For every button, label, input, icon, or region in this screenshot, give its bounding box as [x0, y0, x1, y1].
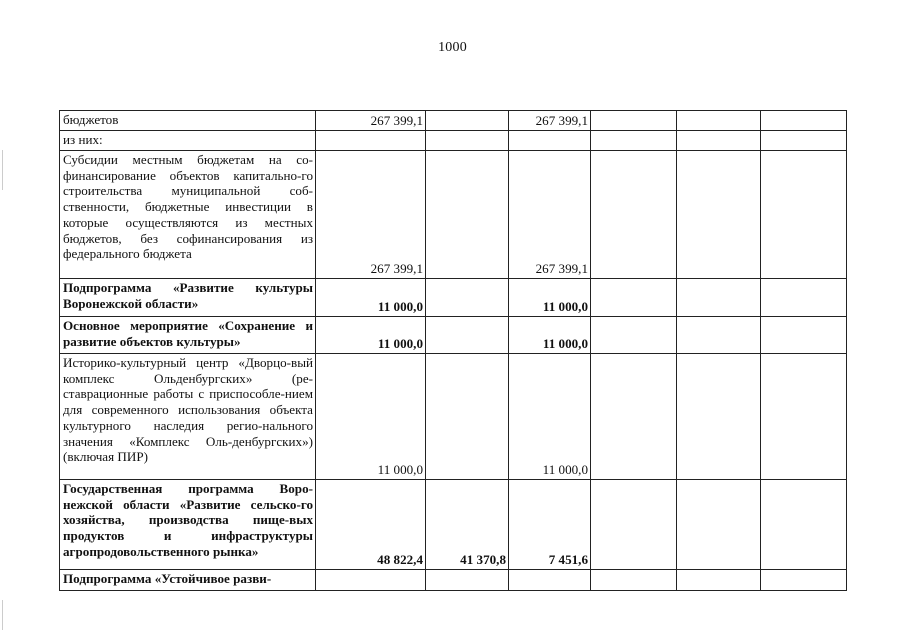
- cell-federal: [426, 131, 509, 151]
- cell-federal: [426, 354, 509, 480]
- cell-col5: [591, 354, 677, 480]
- table-row: [60, 111, 847, 131]
- cell-total: 267 399,1: [316, 111, 426, 131]
- cell-regional: 7 451,6: [509, 480, 591, 570]
- cell-regional: 11 000,0: [509, 354, 591, 480]
- cell-col5: [591, 111, 677, 131]
- cell-col5: [591, 279, 677, 317]
- cell-total: [316, 570, 426, 591]
- budget-table: [59, 110, 847, 591]
- cell-total: 11 000,0: [316, 279, 426, 317]
- cell-col5: [591, 570, 677, 591]
- cell-col5: [591, 317, 677, 354]
- row-name: Историко-культурный центр «Дворцо-вый комплекс Ольденбургских» (ре-ставрационные работы с приспособле-нием для современного использования объекта культурного наследия регио-нального значения «Комплекс Оль-денбургских») (включая ПИР): [60, 354, 316, 480]
- cell-regional: 11 000,0: [509, 317, 591, 354]
- cell-federal: [426, 151, 509, 279]
- page-number: 1000: [438, 40, 467, 55]
- table-row: [60, 131, 847, 151]
- cell-regional: 267 399,1: [509, 151, 591, 279]
- cell-col6: [677, 354, 761, 480]
- cell-col6: [677, 131, 761, 151]
- row-name: Субсидии местным бюджетам на со-финансирование объектов капитально-го строительства муниципальной соб-ственности, бюджетные инвестиции в которые осуществляются из местных бюджетов, без софинансирования из федерального бюджета: [60, 151, 316, 279]
- cell-col7: [761, 131, 847, 151]
- cell-col6: [677, 279, 761, 317]
- cell-regional: [509, 570, 591, 591]
- scan-edge-mark: [2, 150, 3, 190]
- row-name: Подпрограмма «Устойчивое разви-: [60, 570, 316, 591]
- cell-federal: [426, 111, 509, 131]
- table-row: [60, 279, 847, 317]
- table-row: [60, 480, 847, 570]
- row-name: из них:: [60, 131, 316, 151]
- cell-regional: [509, 131, 591, 151]
- scan-edge-mark: [2, 600, 3, 630]
- cell-col6: [677, 570, 761, 591]
- cell-federal: [426, 279, 509, 317]
- cell-col7: [761, 570, 847, 591]
- cell-col7: [761, 111, 847, 131]
- cell-federal: 41 370,8: [426, 480, 509, 570]
- cell-col7: [761, 480, 847, 570]
- cell-col6: [677, 151, 761, 279]
- cell-regional: 11 000,0: [509, 279, 591, 317]
- table-row: [60, 354, 847, 480]
- table-row: [60, 570, 847, 591]
- cell-total: 48 822,4: [316, 480, 426, 570]
- cell-total: 267 399,1: [316, 151, 426, 279]
- cell-federal: [426, 317, 509, 354]
- cell-col6: [677, 317, 761, 354]
- row-name: Основное мероприятие «Сохранение и развитие объектов культуры»: [60, 317, 316, 354]
- cell-total: 11 000,0: [316, 354, 426, 480]
- cell-col6: [677, 111, 761, 131]
- cell-col7: [761, 317, 847, 354]
- table-row: [60, 151, 847, 279]
- row-name: Подпрограмма «Развитие культуры Воронежской области»: [60, 279, 316, 317]
- row-name: бюджетов: [60, 111, 316, 131]
- cell-col5: [591, 151, 677, 279]
- cell-total: [316, 131, 426, 151]
- row-name: Государственная программа Воро-нежской области «Развитие сельско-го хозяйства, производства пище-вых продуктов и инфраструктуры агропродовольственного рынка»: [60, 480, 316, 570]
- cell-federal: [426, 570, 509, 591]
- cell-col6: [677, 480, 761, 570]
- cell-total: 11 000,0: [316, 317, 426, 354]
- table-row: [60, 317, 847, 354]
- cell-regional: 267 399,1: [509, 111, 591, 131]
- cell-col5: [591, 480, 677, 570]
- cell-col7: [761, 279, 847, 317]
- cell-col5: [591, 131, 677, 151]
- cell-col7: [761, 151, 847, 279]
- cell-col7: [761, 354, 847, 480]
